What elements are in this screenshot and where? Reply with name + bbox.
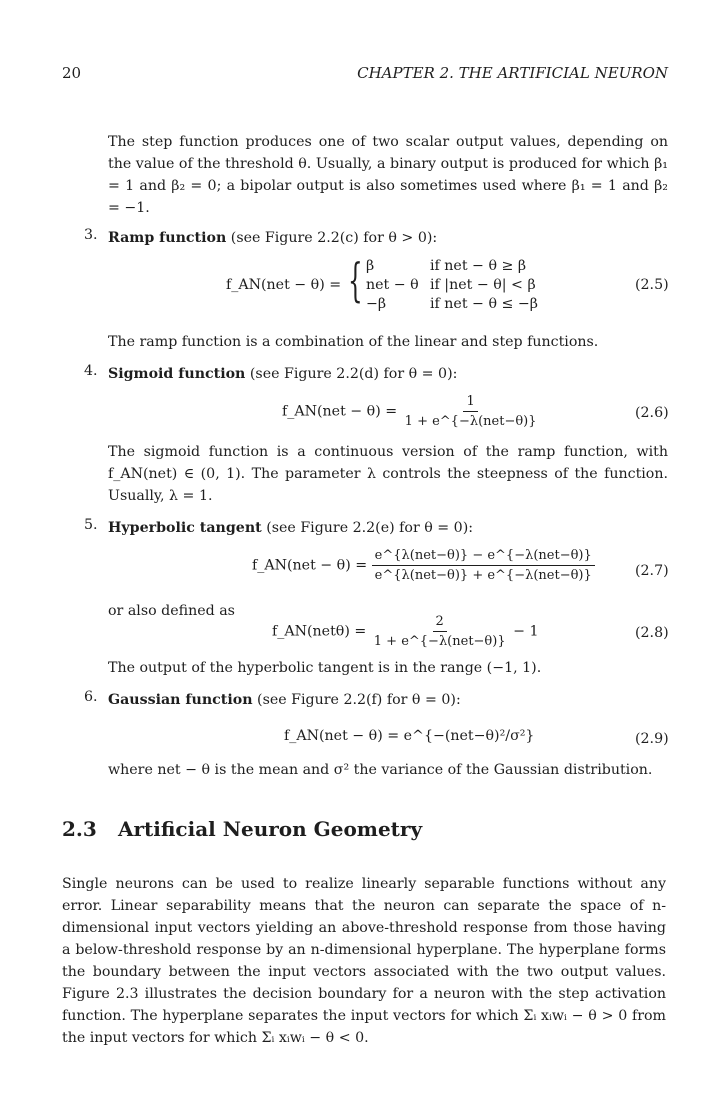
item-number: 4. <box>84 363 98 379</box>
equation-fraction <box>402 394 540 429</box>
item-ref: (see Figure 2.2(e) for θ = 0): <box>266 520 474 536</box>
fraction-numerator: e^{λ(net−θ)} − e^{−λ(net−θ)} <box>372 548 595 566</box>
item-ref: (see Figure 2.2(d) for θ = 0): <box>249 366 458 382</box>
running-title: CHAPTER 2. THE ARTIFICIAL NEURON <box>357 64 668 82</box>
equation-lhs: f_AN(net − θ) = <box>282 403 398 420</box>
item-after-text: where net − θ is the mean and σ² the variance of the Gaussian distribution. <box>108 762 653 778</box>
equation-lhs: f_AN(net − θ) = <box>226 277 342 293</box>
brace-icon: { <box>348 253 363 307</box>
item-ref: (see Figure 2.2(f) for θ = 0): <box>257 692 461 708</box>
item-number: 3. <box>84 227 98 243</box>
item-name: Gaussian function <box>108 692 253 708</box>
fraction-numerator: 2 <box>433 614 447 632</box>
fraction-denominator: 1 + e^{−λ(net−θ)} <box>373 634 506 649</box>
item-name: Ramp function <box>108 230 227 246</box>
equation-number: (2.5) <box>635 277 669 293</box>
also-defined-text: or also defined as <box>108 603 235 619</box>
case-condition: if |net − θ| < β <box>430 277 536 293</box>
item-after-text: The output of the hyperbolic tangent is in the range (−1, 1). <box>108 660 542 676</box>
fraction-denominator: 1 + e^{−λ(net−θ)} <box>404 414 537 429</box>
equation-lhs: f_AN(netθ) = <box>272 623 367 640</box>
equation-number: (2.9) <box>635 731 669 747</box>
case-value: net − θ <box>366 277 419 293</box>
case-value: −β <box>366 296 387 312</box>
item-ref: (see Figure 2.2(c) for θ > 0): <box>230 230 438 246</box>
item-name: Sigmoid function <box>108 366 246 382</box>
equation-fraction <box>371 614 509 649</box>
section-number: 2.3 <box>62 817 97 841</box>
item-number: 6. <box>84 689 98 705</box>
equation-tail: − 1 <box>513 623 539 640</box>
item-after-text: The ramp function is a combination of the linear and step functions. <box>108 334 599 350</box>
intro-paragraph: The step function produces one of two scalar output values, depending on the value of the threshold θ. Usually, a binary output is produced for which β₁ = 1 and β₂ = 0; a bipolar output is also sometimes used where β₁ = 1 and β₂ = −1. <box>108 134 668 216</box>
equation-lhs: f_AN(net − θ) = <box>252 557 368 574</box>
case-value: β <box>366 258 375 274</box>
section-title: Artificial Neuron Geometry <box>118 817 423 841</box>
fraction-numerator: 1 <box>463 394 477 412</box>
equation-number: (2.7) <box>635 563 669 579</box>
equation-fraction <box>372 548 595 583</box>
item-number: 5. <box>84 517 98 533</box>
case-condition: if net − θ ≥ β <box>430 258 527 274</box>
equation-number: (2.8) <box>635 625 669 641</box>
equation-number: (2.6) <box>635 405 669 421</box>
fraction-denominator: e^{λ(net−θ)} + e^{−λ(net−θ)} <box>374 568 592 583</box>
item-after-text: The sigmoid function is a continuous version of the ramp function, with f_AN(net) ∈ (0, 1). The parameter λ controls the steepness of the function. Usually, λ = 1. <box>108 444 668 504</box>
page-number: 20 <box>62 64 82 82</box>
item-name: Hyperbolic tangent <box>108 520 262 536</box>
equation: f_AN(net − θ) = e^{−(net−θ)²/σ²} <box>284 728 535 744</box>
case-condition: if net − θ ≤ −β <box>430 296 538 312</box>
section-paragraph: Single neurons can be used to realize linearly separable functions without any error. Linear separability means that the neuron can separate the space of n-dimensional input vectors yielding an above-threshold response from those having a below-threshold response by an n-dimensional hyperplane. The hyperplane forms the boundary between the input vectors associated with the two output values. Figure 2.3 illustrates the decision boundary for a neuron with the step activation function. The hyperplane separates the input vectors for which Σᵢ xᵢwᵢ − θ > 0 from the input vectors for which Σᵢ xᵢwᵢ − θ < 0. <box>62 876 666 1046</box>
